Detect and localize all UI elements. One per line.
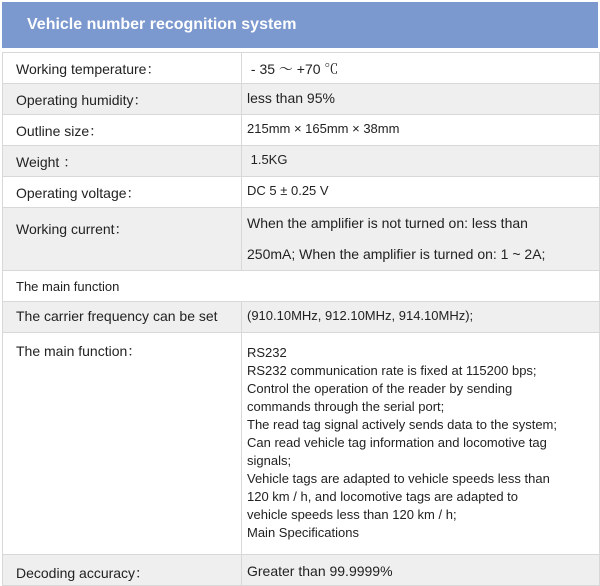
row-label: Weight ： <box>16 154 78 170</box>
value-line: signals; <box>247 453 292 468</box>
row-value <box>247 208 599 270</box>
value-line: commands through the serial port; <box>247 399 445 414</box>
row-value: Greater than 99.9999% <box>247 563 393 579</box>
table-row <box>3 53 600 84</box>
table-row <box>3 208 600 271</box>
row-value: (910.10MHz, 912.10MHz, 914.10MHz); <box>247 308 474 323</box>
row-value: - 35 ～ +70 ℃ <box>247 61 339 77</box>
value-line: Control the operation of the reader by sending <box>247 381 513 396</box>
row-label: Working temperature： <box>16 61 161 77</box>
section-heading: The main function <box>16 279 120 294</box>
value-line: Can read vehicle tag information and locomotive tag <box>247 435 547 450</box>
spec-table <box>2 52 600 586</box>
value-line: Vehicle tags are adapted to vehicle speeds less than <box>247 471 550 486</box>
value-line: Main Specifications <box>247 525 359 540</box>
table-row <box>3 302 600 333</box>
table-row <box>3 84 600 115</box>
table-row <box>3 146 600 177</box>
row-label: Decoding accuracy： <box>16 565 150 581</box>
table-row <box>3 555 600 586</box>
row-label: Working current： <box>16 221 129 237</box>
row-value: 1.5KG <box>247 152 288 167</box>
table-row <box>3 333 600 555</box>
value-line: When the amplifier is not turned on: less than <box>247 215 528 231</box>
row-label: Outline size： <box>16 123 104 139</box>
row-label: Operating humidity： <box>16 92 148 108</box>
row-value <box>247 333 599 542</box>
row-value: less than 95% <box>247 90 335 106</box>
row-value: DC 5 ± 0.25 V <box>247 183 329 198</box>
table-row <box>3 115 600 146</box>
section-row <box>3 271 600 302</box>
row-value: 215mm × 165mm × 38mm <box>247 121 400 136</box>
value-line: RS232 communication rate is fixed at 115200 bps; <box>247 363 537 378</box>
table-row <box>3 177 600 208</box>
page-title: Vehicle number recognition system <box>2 2 598 48</box>
value-line: 250mA; When the amplifier is turned on: 1 ~ 2A; <box>247 246 546 262</box>
row-label: The main function： <box>16 343 142 359</box>
value-line: vehicle speeds less than 120 km / h; <box>247 507 457 522</box>
value-line: 120 km / h, and locomotive tags are adapted to <box>247 489 519 504</box>
row-label: Operating voltage： <box>16 185 141 201</box>
row-label: The carrier frequency can be set <box>16 308 218 324</box>
value-line: The read tag signal actively sends data to the system; <box>247 417 558 432</box>
value-line: RS232 <box>247 345 287 360</box>
